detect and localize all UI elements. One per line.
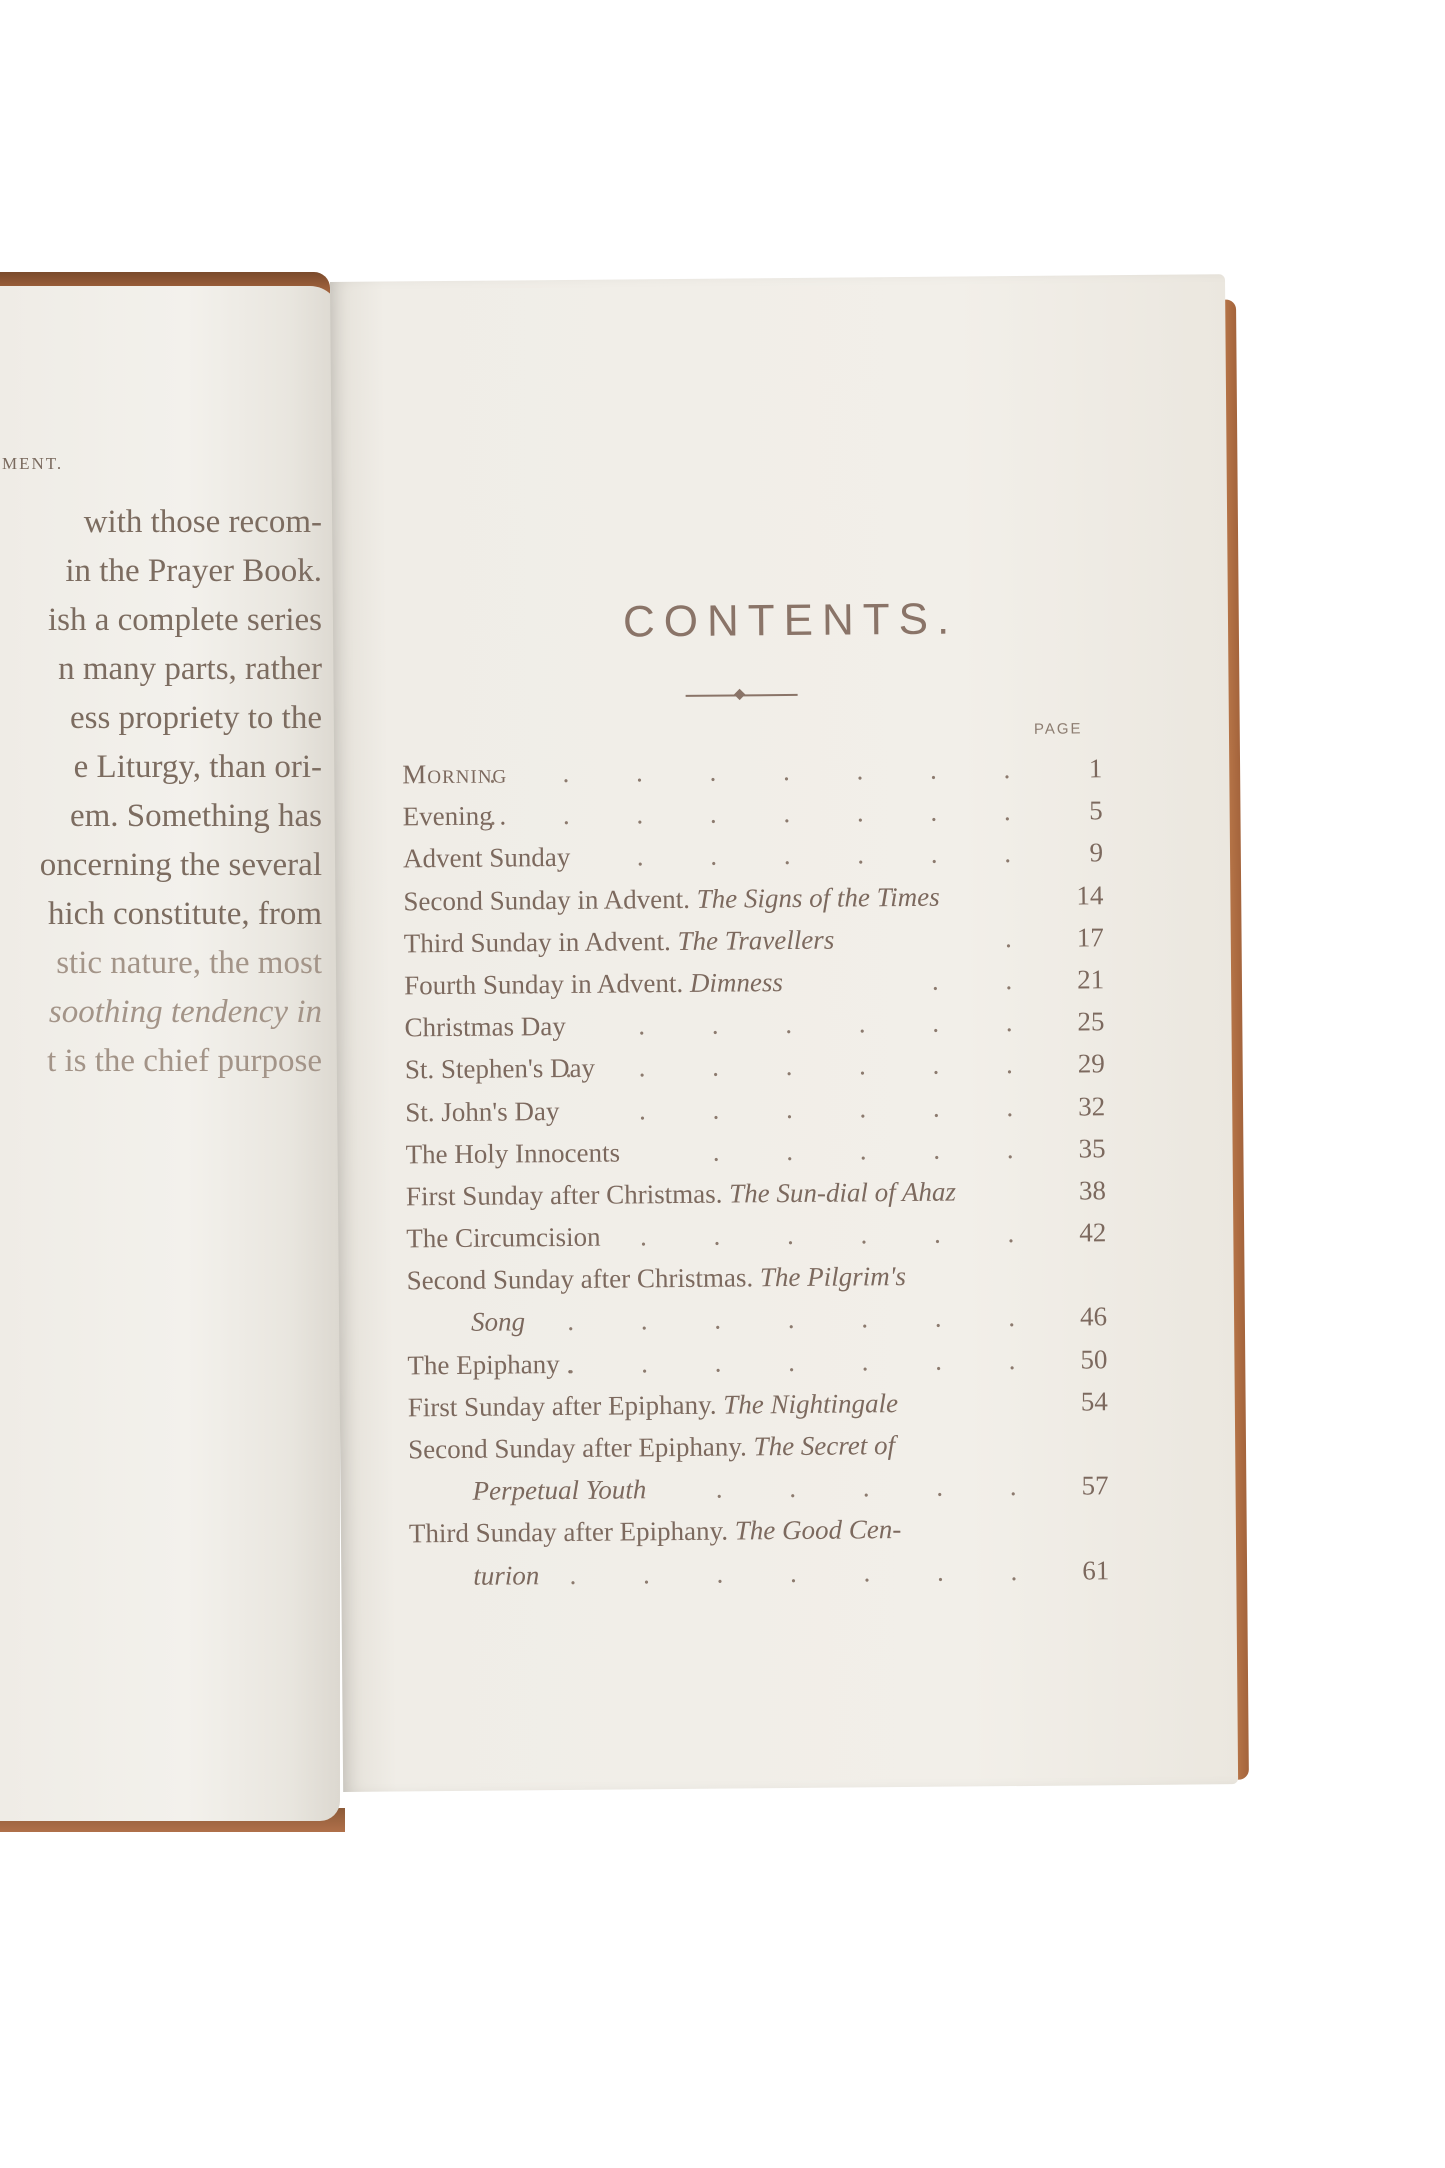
toc-entry	[405, 1127, 1105, 1175]
toc-entry-heading: The Holy Innocents	[405, 1137, 621, 1170]
toc-entry	[408, 1464, 1108, 1512]
text-line: with those recom-	[83, 504, 322, 540]
toc-entry	[406, 1169, 1106, 1217]
dot-leader: . . . . . .	[638, 1091, 1044, 1125]
toc-entry	[407, 1338, 1107, 1386]
toc-entry-heading: Third Sunday in Advent.	[403, 925, 671, 959]
toc-page-number: 54	[1080, 1386, 1108, 1417]
page-title: CONTENTS.	[622, 594, 959, 647]
toc-entry-subtitle: The Good Cen-	[734, 1514, 902, 1546]
toc-entry-subtitle: The Pilgrim's	[759, 1261, 907, 1293]
toc-entry-title	[404, 961, 783, 1007]
toc-entry-title	[406, 1170, 956, 1217]
toc-page-number: 46	[1079, 1301, 1108, 1332]
toc-entry	[403, 832, 1103, 880]
page-column-label: PAGE	[1033, 720, 1083, 738]
toc-entry-heading: First Sunday after Epiphany.	[407, 1389, 717, 1423]
toc-entry-title	[473, 1554, 539, 1597]
toc-entry-subtitle: Perpetual Youth	[472, 1474, 647, 1506]
toc-entry-title	[404, 918, 835, 964]
toc-entry-heading: Christmas Day	[404, 1011, 566, 1043]
toc-entry-heading: St. Stephen's Day	[404, 1053, 596, 1085]
dot-leader: . . . . . .	[636, 838, 1042, 872]
text-line: t is the chief purpose	[47, 1043, 322, 1079]
toc-entry-heading: Fourth Sunday in Advent.	[404, 967, 684, 1001]
toc-page-number: 1	[1088, 753, 1103, 784]
toc-entry-title	[409, 1508, 902, 1554]
toc-entry	[409, 1507, 1109, 1555]
toc-entry-title	[407, 1255, 907, 1302]
text-line: n many parts, rather	[58, 651, 322, 687]
toc-page-number: 32	[1078, 1090, 1106, 1122]
toc-entry	[408, 1422, 1108, 1470]
toc-entry-title	[403, 836, 571, 880]
dot-leader: . . . . . . .	[567, 1344, 1046, 1379]
dot-leader: . . . . . . .	[569, 1555, 1048, 1590]
toc-entry-title	[405, 1131, 620, 1175]
dot-leader: . .	[931, 964, 1043, 996]
toc-entry-subtitle: turion	[473, 1559, 540, 1591]
toc-page-number: 35	[1078, 1132, 1106, 1164]
toc-entry-heading: Third Sunday after Epiphany.	[408, 1515, 729, 1549]
toc-entry-title	[471, 1301, 525, 1344]
dot-leader: .	[1004, 922, 1042, 953]
toc-entry-subtitle: The Secret of	[753, 1430, 896, 1462]
toc-entry	[404, 1000, 1104, 1048]
dot-leader: . . . . . . . .	[488, 753, 1041, 789]
text-line: hich constitute, from	[47, 896, 322, 932]
toc-entry-heading: First Sunday after Christmas.	[405, 1178, 723, 1212]
text-line: ess propriety to the	[69, 700, 322, 736]
text-line: em. Something has	[69, 798, 322, 834]
dot-leader: . . . . . .	[639, 1217, 1045, 1252]
ornament-rule	[686, 690, 798, 701]
text-line: e Liturgy, than ori-	[73, 749, 322, 785]
toc-entry	[402, 789, 1102, 837]
text-line: soothing tendency in	[48, 994, 322, 1030]
toc-entry-heading: St. John's Day	[405, 1095, 560, 1127]
toc-entry	[403, 874, 1103, 922]
toc-entry-subtitle: Song	[470, 1306, 526, 1338]
dot-leader: . . . . . .	[638, 1006, 1043, 1041]
toc-entry	[402, 747, 1102, 795]
toc-page-number: 38	[1078, 1175, 1107, 1206]
toc-entry	[405, 1085, 1105, 1133]
text-line: stic nature, the most	[56, 945, 322, 981]
toc-entry-title	[408, 1424, 895, 1470]
toc-entry-heading: Morning	[402, 758, 508, 790]
toc-entry-subtitle: Dimness	[689, 967, 784, 998]
left-page-text	[0, 498, 322, 1086]
toc-entry-title	[406, 1216, 601, 1260]
text-line: in the Prayer Book.	[65, 553, 322, 589]
dot-leader: . . . . .	[712, 1133, 1044, 1167]
toc-page-number: 21	[1076, 964, 1105, 995]
toc-entry	[409, 1549, 1109, 1597]
toc-entry-heading: The Epiphany .	[407, 1348, 574, 1380]
toc-page-number: 57	[1081, 1470, 1109, 1501]
toc-entry-title	[408, 1382, 899, 1428]
toc-entry-subtitle: The Signs of the Times	[696, 881, 940, 914]
toc-entry-heading: Second Sunday after Christmas.	[406, 1262, 754, 1296]
toc-page-number: 14	[1076, 879, 1104, 911]
toc-page-number: 9	[1089, 837, 1104, 868]
left-page	[0, 286, 340, 1821]
table-of-contents	[402, 747, 1109, 1597]
toc-entry-title	[407, 1343, 573, 1387]
toc-entry-heading: Advent Sunday	[402, 842, 571, 874]
toc-page-number: 50	[1080, 1343, 1108, 1375]
dot-leader: . . . . . . .	[564, 1049, 1043, 1084]
toc-page-number: 5	[1089, 795, 1103, 826]
toc-entry-subtitle: The Sun-dial of Ahaz	[729, 1176, 957, 1209]
toc-page-number: 42	[1079, 1217, 1107, 1248]
text-line: ish a complete series	[48, 602, 322, 638]
toc-entry	[404, 958, 1104, 1006]
toc-entry-subtitle: The Nightingale	[723, 1387, 899, 1420]
text-line: oncerning the several	[39, 847, 322, 883]
toc-entry-title	[403, 875, 940, 922]
toc-entry-title	[405, 1090, 560, 1134]
toc-entry	[407, 1254, 1107, 1302]
toc-entry	[405, 1043, 1105, 1091]
toc-page-number: 29	[1077, 1048, 1105, 1079]
toc-entry-title	[404, 1005, 566, 1049]
toc-entry	[407, 1296, 1107, 1344]
toc-entry-heading: The Circumcision	[406, 1221, 601, 1254]
toc-page-number: 25	[1077, 1006, 1105, 1037]
dot-leader: . . . . . . . .	[489, 796, 1041, 831]
dot-leader: . . . . .	[715, 1470, 1047, 1504]
toc-entry-heading: Evening .	[402, 800, 507, 832]
running-head: MENT.	[2, 454, 64, 473]
toc-entry-heading: Second Sunday in Advent.	[403, 883, 691, 916]
toc-page-number: 17	[1076, 922, 1104, 953]
toc-entry	[404, 916, 1104, 964]
toc-entry-heading: Second Sunday after Epiphany.	[408, 1431, 747, 1465]
toc-entry	[406, 1211, 1106, 1259]
toc-entry	[408, 1380, 1108, 1428]
toc-page-number: 61	[1082, 1554, 1110, 1586]
toc-entry-subtitle: The Travellers	[677, 924, 835, 956]
dot-leader: . . . . . . .	[567, 1302, 1046, 1337]
right-page	[330, 274, 1238, 1792]
toc-entry-title	[472, 1468, 646, 1512]
